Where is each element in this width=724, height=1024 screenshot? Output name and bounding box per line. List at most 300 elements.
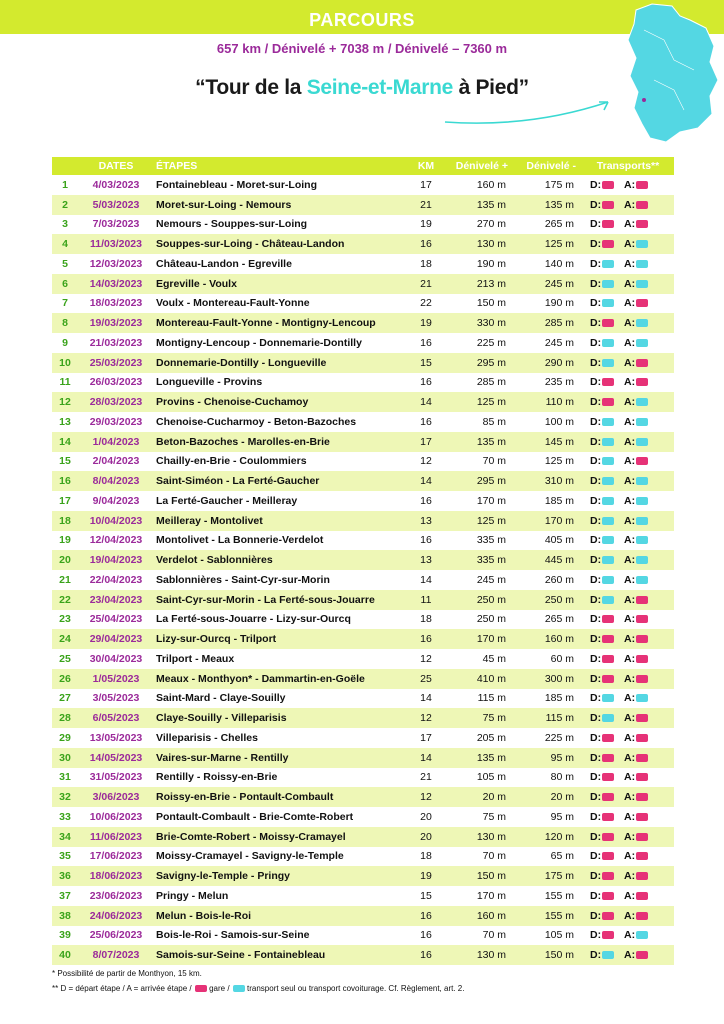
stage-km: 15 bbox=[412, 353, 440, 373]
arrival-label: A: bbox=[624, 534, 636, 547]
stage-route: Roissy-en-Brie - Pontault-Combault bbox=[154, 787, 412, 807]
stage-elevation-loss: 245 m bbox=[514, 274, 582, 294]
arrival-transport bbox=[624, 534, 658, 546]
footnote-legend-part-1: ** D = départ étape / A = arrivée étape / bbox=[52, 984, 194, 993]
stage-transports bbox=[582, 412, 674, 432]
train-station-icon bbox=[636, 734, 648, 742]
stage-transports bbox=[582, 373, 674, 393]
arrival-label: A: bbox=[624, 257, 636, 270]
arrival-transport bbox=[624, 515, 658, 527]
stage-km: 21 bbox=[412, 274, 440, 294]
car-icon bbox=[636, 497, 648, 505]
train-station-icon bbox=[636, 754, 648, 762]
stage-elevation-loss: 150 m bbox=[514, 945, 582, 965]
departure-transport bbox=[590, 199, 624, 211]
train-station-icon bbox=[636, 635, 648, 643]
stage-date: 14/05/2023 bbox=[78, 748, 154, 768]
arrival-transport bbox=[624, 949, 658, 961]
train-station-icon bbox=[636, 912, 648, 920]
stage-elevation-gain: 125 m bbox=[440, 392, 514, 412]
train-station-icon bbox=[636, 201, 648, 209]
train-station-icon bbox=[636, 457, 648, 465]
stage-route: Nemours - Souppes-sur-Loing bbox=[154, 215, 412, 235]
stage-km: 16 bbox=[412, 333, 440, 353]
stage-elevation-loss: 60 m bbox=[514, 649, 582, 669]
stage-transports bbox=[582, 945, 674, 965]
arrival-transport bbox=[624, 673, 658, 685]
arrival-transport bbox=[624, 317, 658, 329]
departure-label: D: bbox=[590, 396, 602, 409]
departure-label: D: bbox=[590, 692, 602, 705]
arrival-label: A: bbox=[624, 633, 636, 646]
stage-date: 25/06/2023 bbox=[78, 926, 154, 946]
stage-route: Bois-le-Roi - Samois-sur-Seine bbox=[154, 926, 412, 946]
car-icon bbox=[636, 477, 648, 485]
stage-number: 8 bbox=[52, 313, 78, 333]
stage-route: Rentilly - Roissy-en-Brie bbox=[154, 768, 412, 788]
car-icon bbox=[636, 280, 648, 288]
stage-number: 9 bbox=[52, 333, 78, 353]
departure-transport bbox=[590, 732, 624, 744]
departure-transport bbox=[590, 179, 624, 191]
stage-route: Meaux - Monthyon* - Dammartin-en-Goële bbox=[154, 669, 412, 689]
stage-elevation-gain: 135 m bbox=[440, 748, 514, 768]
stage-elevation-loss: 245 m bbox=[514, 333, 582, 353]
departure-transport bbox=[590, 929, 624, 941]
stage-km: 15 bbox=[412, 886, 440, 906]
arrival-label: A: bbox=[624, 810, 636, 823]
table-row bbox=[52, 590, 674, 610]
stage-transports bbox=[582, 471, 674, 491]
departure-transport bbox=[590, 416, 624, 428]
stage-km: 14 bbox=[412, 392, 440, 412]
stage-number: 7 bbox=[52, 294, 78, 314]
departure-label: D: bbox=[590, 238, 602, 251]
departure-transport bbox=[590, 673, 624, 685]
stage-elevation-loss: 115 m bbox=[514, 708, 582, 728]
page-title: PARCOURS bbox=[309, 10, 415, 30]
arrival-label: A: bbox=[624, 218, 636, 231]
stage-km: 13 bbox=[412, 550, 440, 570]
stage-date: 4/03/2023 bbox=[78, 175, 154, 195]
table-row bbox=[52, 748, 674, 768]
train-station-icon bbox=[602, 912, 614, 920]
stage-elevation-loss: 65 m bbox=[514, 847, 582, 867]
table-row bbox=[52, 847, 674, 867]
stage-transports bbox=[582, 906, 674, 926]
arrival-transport bbox=[624, 179, 658, 191]
departure-transport bbox=[590, 949, 624, 961]
stage-number: 19 bbox=[52, 531, 78, 551]
stage-transports bbox=[582, 531, 674, 551]
table-row bbox=[52, 886, 674, 906]
car-icon bbox=[636, 576, 648, 584]
table-row bbox=[52, 412, 674, 432]
stage-number: 13 bbox=[52, 412, 78, 432]
arrival-label: A: bbox=[624, 751, 636, 764]
col-header-transports: Transports** bbox=[582, 157, 674, 175]
stage-date: 24/06/2023 bbox=[78, 906, 154, 926]
stage-km: 20 bbox=[412, 827, 440, 847]
stage-number: 32 bbox=[52, 787, 78, 807]
stage-elevation-gain: 225 m bbox=[440, 333, 514, 353]
car-icon bbox=[602, 714, 614, 722]
stage-elevation-gain: 250 m bbox=[440, 610, 514, 630]
stage-route: Saint-Cyr-sur-Morin - La Ferté-sous-Jouarre bbox=[154, 590, 412, 610]
stage-date: 9/04/2023 bbox=[78, 491, 154, 511]
table-row bbox=[52, 550, 674, 570]
stage-number: 4 bbox=[52, 234, 78, 254]
stage-number: 40 bbox=[52, 945, 78, 965]
arrival-label: A: bbox=[624, 396, 636, 409]
stage-elevation-loss: 405 m bbox=[514, 531, 582, 551]
stage-date: 2/04/2023 bbox=[78, 452, 154, 472]
stage-route: Montolivet - La Bonnerie-Verdelot bbox=[154, 531, 412, 551]
stage-elevation-loss: 265 m bbox=[514, 610, 582, 630]
stage-km: 16 bbox=[412, 629, 440, 649]
table-row bbox=[52, 274, 674, 294]
departure-label: D: bbox=[590, 455, 602, 468]
stage-route: Donnemarie-Dontilly - Longueville bbox=[154, 353, 412, 373]
car-icon bbox=[602, 694, 614, 702]
car-icon bbox=[602, 260, 614, 268]
col-header-stages: ÉTAPES bbox=[154, 157, 412, 175]
arrival-transport bbox=[624, 495, 658, 507]
departure-transport bbox=[590, 752, 624, 764]
stage-transports bbox=[582, 313, 674, 333]
stage-elevation-gain: 160 m bbox=[440, 906, 514, 926]
departure-transport bbox=[590, 633, 624, 645]
stage-number: 1 bbox=[52, 175, 78, 195]
arrival-label: A: bbox=[624, 356, 636, 369]
table-row bbox=[52, 787, 674, 807]
arrival-label: A: bbox=[624, 494, 636, 507]
departure-label: D: bbox=[590, 297, 602, 310]
arrival-label: A: bbox=[624, 712, 636, 725]
arrival-transport bbox=[624, 712, 658, 724]
stage-date: 7/03/2023 bbox=[78, 215, 154, 235]
stage-route: Provins - Chenoise-Cuchamoy bbox=[154, 392, 412, 412]
table-row bbox=[52, 195, 674, 215]
stage-route: La Ferté-sous-Jouarre - Lizy-sur-Ourcq bbox=[154, 610, 412, 630]
stage-transports bbox=[582, 550, 674, 570]
stage-number: 6 bbox=[52, 274, 78, 294]
stage-km: 22 bbox=[412, 294, 440, 314]
stage-km: 16 bbox=[412, 412, 440, 432]
stage-km: 12 bbox=[412, 649, 440, 669]
stage-number: 5 bbox=[52, 254, 78, 274]
car-icon bbox=[602, 576, 614, 584]
arrival-label: A: bbox=[624, 514, 636, 527]
arrival-transport bbox=[624, 811, 658, 823]
stage-transports bbox=[582, 728, 674, 748]
stage-elevation-gain: 75 m bbox=[440, 708, 514, 728]
table-row bbox=[52, 906, 674, 926]
stage-km: 16 bbox=[412, 531, 440, 551]
stage-date: 1/04/2023 bbox=[78, 432, 154, 452]
stage-elevation-loss: 250 m bbox=[514, 590, 582, 610]
stage-number: 26 bbox=[52, 669, 78, 689]
stage-number: 23 bbox=[52, 610, 78, 630]
table-row bbox=[52, 827, 674, 847]
car-icon bbox=[602, 556, 614, 564]
arrival-transport bbox=[624, 258, 658, 270]
car-icon bbox=[636, 694, 648, 702]
stage-elevation-gain: 85 m bbox=[440, 412, 514, 432]
stage-elevation-loss: 125 m bbox=[514, 452, 582, 472]
arrival-transport bbox=[624, 633, 658, 645]
stage-number: 36 bbox=[52, 866, 78, 886]
train-station-icon bbox=[636, 299, 648, 307]
stage-elevation-gain: 130 m bbox=[440, 945, 514, 965]
stage-number: 16 bbox=[52, 471, 78, 491]
stage-date: 21/03/2023 bbox=[78, 333, 154, 353]
departure-transport bbox=[590, 495, 624, 507]
departure-transport bbox=[590, 653, 624, 665]
arrival-label: A: bbox=[624, 277, 636, 290]
departure-transport bbox=[590, 890, 624, 902]
stage-number: 29 bbox=[52, 728, 78, 748]
arrival-label: A: bbox=[624, 178, 636, 191]
arrival-transport bbox=[624, 831, 658, 843]
stage-route: Montigny-Lencoup - Donnemarie-Dontilly bbox=[154, 333, 412, 353]
stages-table bbox=[52, 157, 674, 965]
arrival-label: A: bbox=[624, 949, 636, 962]
headline-part-1: “Tour de la bbox=[195, 76, 307, 99]
table-row bbox=[52, 373, 674, 393]
stage-number: 12 bbox=[52, 392, 78, 412]
stage-elevation-gain: 410 m bbox=[440, 669, 514, 689]
stage-date: 18/03/2023 bbox=[78, 294, 154, 314]
arrival-label: A: bbox=[624, 870, 636, 883]
train-station-icon bbox=[602, 773, 614, 781]
arrival-transport bbox=[624, 475, 658, 487]
departure-label: D: bbox=[590, 435, 602, 448]
stage-date: 23/06/2023 bbox=[78, 886, 154, 906]
stage-route: Villeparisis - Chelles bbox=[154, 728, 412, 748]
train-station-icon bbox=[636, 852, 648, 860]
stage-number: 3 bbox=[52, 215, 78, 235]
stage-elevation-gain: 70 m bbox=[440, 847, 514, 867]
arrival-transport bbox=[624, 771, 658, 783]
table-row bbox=[52, 353, 674, 373]
stage-route: Sablonnières - Saint-Cyr-sur-Morin bbox=[154, 570, 412, 590]
departure-transport bbox=[590, 455, 624, 467]
train-station-icon bbox=[636, 359, 648, 367]
stage-route: Lizy-sur-Ourcq - Trilport bbox=[154, 629, 412, 649]
col-header-elev-up: Dénivelé + bbox=[440, 157, 514, 175]
table-row bbox=[52, 234, 674, 254]
stage-km: 20 bbox=[412, 807, 440, 827]
stage-elevation-gain: 250 m bbox=[440, 590, 514, 610]
arrival-transport bbox=[624, 594, 658, 606]
stage-elevation-loss: 310 m bbox=[514, 471, 582, 491]
stage-km: 16 bbox=[412, 926, 440, 946]
departure-label: D: bbox=[590, 870, 602, 883]
stage-route: Melun - Bois-le-Roi bbox=[154, 906, 412, 926]
departure-transport bbox=[590, 337, 624, 349]
stage-km: 18 bbox=[412, 254, 440, 274]
table-row bbox=[52, 313, 674, 333]
departure-transport bbox=[590, 850, 624, 862]
train-station-icon bbox=[602, 220, 614, 228]
departure-label: D: bbox=[590, 830, 602, 843]
train-station-icon bbox=[636, 181, 648, 189]
table-row bbox=[52, 254, 674, 274]
departure-label: D: bbox=[590, 850, 602, 863]
train-station-icon bbox=[602, 833, 614, 841]
stage-elevation-loss: 120 m bbox=[514, 827, 582, 847]
train-station-icon bbox=[636, 220, 648, 228]
stage-km: 16 bbox=[412, 373, 440, 393]
table-row bbox=[52, 945, 674, 965]
arrival-transport bbox=[624, 238, 658, 250]
stage-number: 20 bbox=[52, 550, 78, 570]
arrival-label: A: bbox=[624, 731, 636, 744]
departure-label: D: bbox=[590, 534, 602, 547]
car-icon bbox=[602, 951, 614, 959]
stage-elevation-gain: 170 m bbox=[440, 886, 514, 906]
stage-date: 23/04/2023 bbox=[78, 590, 154, 610]
stage-transports bbox=[582, 570, 674, 590]
stage-km: 12 bbox=[412, 708, 440, 728]
departure-label: D: bbox=[590, 198, 602, 211]
stage-number: 22 bbox=[52, 590, 78, 610]
train-station-icon bbox=[636, 714, 648, 722]
stage-number: 18 bbox=[52, 511, 78, 531]
stage-elevation-gain: 45 m bbox=[440, 649, 514, 669]
train-station-icon bbox=[195, 985, 207, 992]
departure-transport bbox=[590, 436, 624, 448]
footnote-monthyon: * Possibilité de partir de Monthyon, 15 km. bbox=[52, 969, 202, 978]
departure-transport bbox=[590, 238, 624, 250]
table-row bbox=[52, 452, 674, 472]
train-station-icon bbox=[602, 655, 614, 663]
car-icon bbox=[636, 319, 648, 327]
stage-elevation-loss: 445 m bbox=[514, 550, 582, 570]
stage-route: Vaires-sur-Marne - Rentilly bbox=[154, 748, 412, 768]
stage-transports bbox=[582, 748, 674, 768]
departure-transport bbox=[590, 258, 624, 270]
stage-elevation-gain: 150 m bbox=[440, 294, 514, 314]
stage-number: 38 bbox=[52, 906, 78, 926]
car-icon bbox=[602, 359, 614, 367]
car-icon bbox=[602, 477, 614, 485]
car-icon bbox=[636, 438, 648, 446]
stage-transports bbox=[582, 274, 674, 294]
stage-elevation-loss: 135 m bbox=[514, 195, 582, 215]
stage-date: 1/05/2023 bbox=[78, 669, 154, 689]
stage-date: 10/04/2023 bbox=[78, 511, 154, 531]
arrival-transport bbox=[624, 910, 658, 922]
arrival-transport bbox=[624, 791, 658, 803]
footnote-legend-part-2: gare / bbox=[206, 984, 232, 993]
stage-km: 19 bbox=[412, 313, 440, 333]
departure-label: D: bbox=[590, 415, 602, 428]
table-row bbox=[52, 215, 674, 235]
train-station-icon bbox=[602, 615, 614, 623]
arrival-transport bbox=[624, 297, 658, 309]
table-row bbox=[52, 926, 674, 946]
arrival-label: A: bbox=[624, 672, 636, 685]
table-row bbox=[52, 807, 674, 827]
arrival-transport bbox=[624, 455, 658, 467]
stage-transports bbox=[582, 215, 674, 235]
arrival-label: A: bbox=[624, 317, 636, 330]
stage-transports bbox=[582, 708, 674, 728]
arrival-label: A: bbox=[624, 771, 636, 784]
car-icon bbox=[602, 517, 614, 525]
departure-transport bbox=[590, 594, 624, 606]
table-row bbox=[52, 649, 674, 669]
train-station-icon bbox=[636, 892, 648, 900]
stage-number: 27 bbox=[52, 689, 78, 709]
stage-date: 25/04/2023 bbox=[78, 610, 154, 630]
table-row bbox=[52, 491, 674, 511]
stage-route: Souppes-sur-Loing - Château-Landon bbox=[154, 234, 412, 254]
stage-elevation-gain: 245 m bbox=[440, 570, 514, 590]
stage-date: 3/05/2023 bbox=[78, 689, 154, 709]
stage-transports bbox=[582, 195, 674, 215]
departure-label: D: bbox=[590, 494, 602, 507]
stage-transports bbox=[582, 234, 674, 254]
train-station-icon bbox=[602, 734, 614, 742]
arrival-transport bbox=[624, 653, 658, 665]
stage-elevation-loss: 170 m bbox=[514, 511, 582, 531]
route-stats: 657 km / Dénivelé + 7038 m / Dénivelé – 7360 m bbox=[216, 41, 508, 56]
stage-date: 28/03/2023 bbox=[78, 392, 154, 412]
stage-transports bbox=[582, 689, 674, 709]
stage-km: 11 bbox=[412, 590, 440, 610]
stage-date: 18/06/2023 bbox=[78, 866, 154, 886]
arrival-label: A: bbox=[624, 593, 636, 606]
stage-date: 17/06/2023 bbox=[78, 847, 154, 867]
stage-elevation-gain: 160 m bbox=[440, 175, 514, 195]
arrival-label: A: bbox=[624, 297, 636, 310]
stage-elevation-loss: 140 m bbox=[514, 254, 582, 274]
stage-elevation-gain: 70 m bbox=[440, 926, 514, 946]
stage-elevation-loss: 175 m bbox=[514, 175, 582, 195]
departure-transport bbox=[590, 692, 624, 704]
table-row bbox=[52, 175, 674, 195]
arrival-transport bbox=[624, 929, 658, 941]
stage-transports bbox=[582, 886, 674, 906]
stage-date: 26/03/2023 bbox=[78, 373, 154, 393]
departure-label: D: bbox=[590, 554, 602, 567]
stage-elevation-loss: 190 m bbox=[514, 294, 582, 314]
col-header-num bbox=[52, 157, 78, 175]
stage-number: 15 bbox=[52, 452, 78, 472]
arrival-transport bbox=[624, 752, 658, 764]
table-row bbox=[52, 531, 674, 551]
stage-elevation-gain: 335 m bbox=[440, 531, 514, 551]
stage-transports bbox=[582, 610, 674, 630]
arrival-label: A: bbox=[624, 376, 636, 389]
stage-elevation-gain: 330 m bbox=[440, 313, 514, 333]
arrival-label: A: bbox=[624, 889, 636, 902]
stage-elevation-loss: 300 m bbox=[514, 669, 582, 689]
arrival-transport bbox=[624, 376, 658, 388]
stage-elevation-gain: 213 m bbox=[440, 274, 514, 294]
train-station-icon bbox=[602, 793, 614, 801]
stage-route: Verdelot - Sablonnières bbox=[154, 550, 412, 570]
stage-elevation-loss: 185 m bbox=[514, 491, 582, 511]
departure-label: D: bbox=[590, 336, 602, 349]
table-header-row bbox=[52, 157, 674, 175]
stage-km: 14 bbox=[412, 689, 440, 709]
arrival-label: A: bbox=[624, 198, 636, 211]
arrival-transport bbox=[624, 554, 658, 566]
